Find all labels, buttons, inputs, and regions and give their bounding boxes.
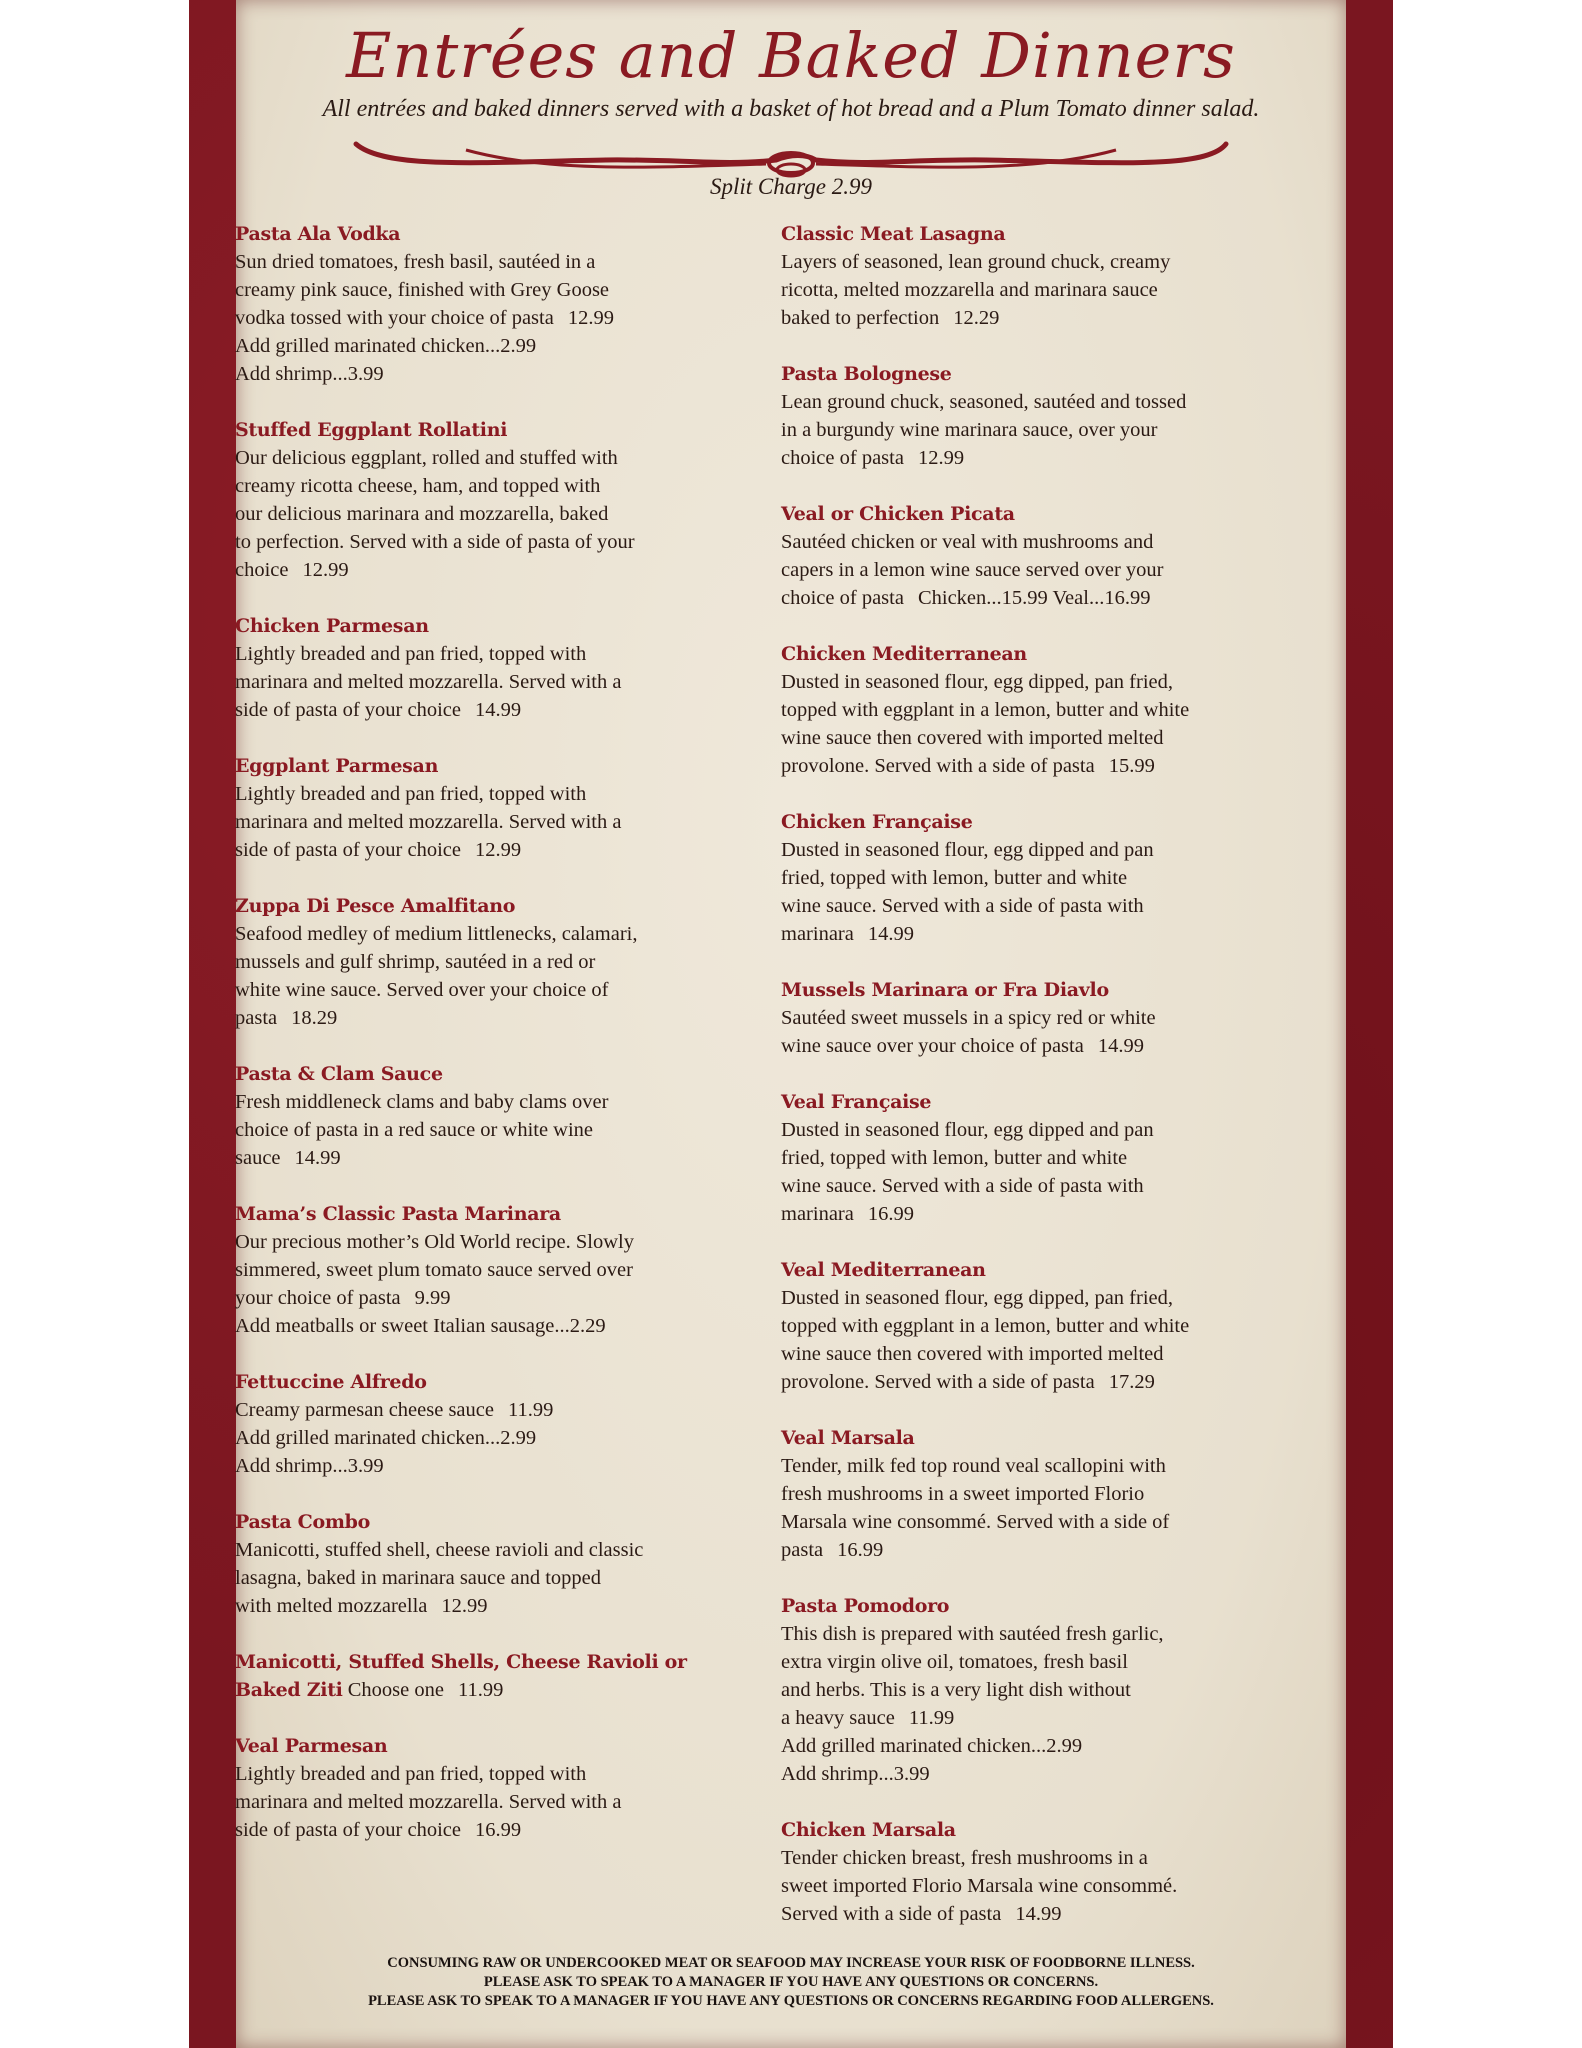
menu-item-addons: Add grilled marinated chicken...2.99 Add shrimp...3.99 [235, 1427, 537, 1477]
menu-item-name: Mama’s Classic Pasta Marinara [235, 1203, 561, 1225]
notice-line-allergens: PLEASE ASK TO SPEAK TO A MANAGER IF YOU HAVE ANY QUESTIONS OR CONCERNS REGARDING FOOD ALLERGENS. [368, 1993, 1214, 2009]
menu-item-name: Chicken Marsala [781, 1819, 956, 1841]
menu-item-price: Chicken...15.99 Veal...16.99 [917, 587, 1151, 609]
menu-item-desc: This dish is prepared with sautéed fresh garlic, extra virgin olive oil, tomatoes, fresh basil and herbs. This is a very light dish without a heavy sauce 11.99 [781, 1623, 1164, 1729]
menu-item-desc: Seafood medley of medium littlenecks, calamari, mussels and gulf shrimp, sautéed in a red or white wine sauce. Served over your choice of pasta 18.29 [235, 923, 638, 1029]
menu-item-desc: Choose one [342, 1679, 444, 1701]
menu-item-name: Pasta Combo [235, 1511, 371, 1533]
menu-item-desc: Lean ground chuck, seasoned, sautéed and tossed in a burgundy wine marinara sauce, over your choice of pasta 12.99 [781, 391, 1187, 469]
menu-item-desc: Our precious mother’s Old World recipe. Slowly simmered, sweet plum tomato sauce served over your choice of pasta 9.99 [235, 1231, 634, 1309]
menu-item-desc: Tender, milk fed top round veal scallopini with fresh mushrooms in a sweet imported Florio Marsala wine consommé. Served with a side of pasta 16.99 [781, 1455, 1170, 1561]
menu-item-price: 14.99 [475, 699, 522, 721]
menu-item-price: 11.99 [908, 1707, 955, 1729]
menu-item-name: Veal Marsala [781, 1427, 915, 1449]
menu-item-price: 16.99 [837, 1539, 884, 1561]
split-charge: Split Charge 2.99 [709, 174, 873, 199]
menu-item-desc: Dusted in seasoned flour, egg dipped and pan fried, topped with lemon, butter and white wine sauce. Served with a side of pasta with marinara 14.99 [781, 839, 1154, 945]
menu-item-name: Veal or Chicken Picata [781, 503, 1015, 525]
menu-item-desc: Lightly breaded and pan fried, topped with marinara and melted mozzarella. Served with a side of pasta of your choice 14.99 [235, 643, 622, 721]
menu-item-price: 9.99 [414, 1287, 451, 1309]
menu-item-name: Eggplant Parmesan [235, 755, 439, 777]
menu-item-name: Classic Meat Lasagna [781, 223, 1006, 245]
menu-column-left [235, 220, 735, 1872]
menu-item-desc: Lightly breaded and pan fried, topped with marinara and melted mozzarella. Served with a side of pasta of your choice 12.99 [235, 783, 622, 861]
menu-item-desc: Lightly breaded and pan fried, topped with marinara and melted mozzarella. Served with a side of pasta of your choice 16.99 [235, 1763, 622, 1841]
page-subtitle: All entrées and baked dinners served with a basket of hot bread and a Plum Tomato dinner salad. [322, 96, 1260, 122]
menu-item-price: 15.99 [1108, 755, 1155, 777]
menu-item [781, 360, 1311, 472]
menu-item-name: Pasta Ala Vodka [235, 223, 401, 245]
menu-item [235, 1648, 735, 1704]
menu-item [235, 220, 735, 388]
menu-item [235, 892, 735, 1032]
menu-item [235, 1060, 735, 1172]
menu-item-price: 18.29 [291, 1007, 338, 1029]
menu-item-price: 12.99 [567, 307, 614, 329]
menu-item-price: 14.99 [294, 1147, 341, 1169]
menu-item [235, 1200, 735, 1340]
menu-item-price: 11.99 [457, 1679, 504, 1701]
menu-item-name: Veal Française [781, 1091, 932, 1113]
menu-item-desc: Manicotti, stuffed shell, cheese ravioli and classic lasagna, baked in marinara sauce and topped with melted mozzarella 12.99 [235, 1539, 644, 1617]
menu-item-desc: Sun dried tomatoes, fresh basil, sautéed in a creamy pink sauce, finished with Grey Goose vodka tossed with your choice of pasta 12.99 [235, 251, 614, 329]
allergy-notice [0, 1954, 1582, 2011]
menu-item [781, 808, 1311, 948]
menu-item-name: Veal Parmesan [235, 1735, 388, 1757]
menu-item-name: Stuffed Eggplant Rollatini [235, 419, 508, 441]
menu-item-price: 12.99 [441, 1595, 488, 1617]
menu-item-block [235, 1648, 735, 1704]
menu-item-name: Zuppa Di Pesce Amalfitano [235, 895, 516, 917]
menu-column-right [781, 220, 1311, 1956]
menu-item [235, 416, 735, 584]
menu-item-desc: Sautéed chicken or veal with mushrooms and capers in a lemon wine sauce served over your choice of pasta Chicken...15.99 Veal...16.99 [781, 531, 1164, 609]
notice-line-manager: PLEASE ASK TO SPEAK TO A MANAGER IF YOU HAVE ANY QUESTIONS OR CONCERNS. [483, 1974, 1099, 1990]
menu-item [235, 1508, 735, 1620]
menu-item-desc: Sautéed sweet mussels in a spicy red or white wine sauce over your choice of pasta 14.99 [781, 1007, 1156, 1057]
menu-item-name: Pasta Pomodoro [781, 1595, 950, 1617]
menu-item-name: Manicotti, Stuffed Shells, Cheese Ravioli or Baked Ziti [235, 1651, 687, 1701]
menu-item-name: Pasta & Clam Sauce [235, 1063, 443, 1085]
menu-item-name: Chicken Française [781, 811, 973, 833]
menu-item-desc: Layers of seasoned, lean ground chuck, creamy ricotta, melted mozzarella and marinara sauce baked to perfection 12.29 [781, 251, 1171, 329]
menu-item-name: Fettuccine Alfredo [235, 1371, 427, 1393]
flourish-divider [346, 130, 1236, 178]
menu-item-addons: Add grilled marinated chicken...2.99 Add shrimp...3.99 [781, 1735, 1083, 1785]
menu-item-desc: Our delicious eggplant, rolled and stuffed with creamy ricotta cheese, ham, and topped with our delicious marinara and mozzarella, baked to perfection. Served with a side of pasta of your choice 12.99 [235, 447, 635, 581]
menu-item [235, 1368, 735, 1480]
menu-item [781, 640, 1311, 780]
menu-item-name: Mussels Marinara or Fra Diavlo [781, 979, 1109, 1001]
notice-line-raw: CONSUMING RAW OR UNDERCOOKED MEAT OR SEAFOOD MAY INCREASE YOUR RISK OF FOODBORNE ILLNESS. [387, 1955, 1195, 1971]
menu-item-name: Veal Mediterranean [781, 1259, 986, 1281]
menu-item [781, 1088, 1311, 1228]
menu-item-price: 14.99 [1015, 1903, 1062, 1925]
menu-item-desc: Creamy parmesan cheese sauce 11.99 [235, 1399, 554, 1421]
menu-item-desc: Dusted in seasoned flour, egg dipped, pan fried, topped with eggplant in a lemon, butter and white wine sauce then covered with imported melted provolone. Served with a side of pasta 17.29 [781, 1287, 1190, 1393]
menu-item-desc: Fresh middleneck clams and baby clams over choice of pasta in a red sauce or white wine sauce 14.99 [235, 1091, 609, 1169]
menu-item-price: 12.99 [475, 839, 522, 861]
menu-item-price: 17.29 [1108, 1371, 1155, 1393]
menu-item-desc: Tender chicken breast, fresh mushrooms in a sweet imported Florio Marsala wine consommé. Served with a side of pasta 14.99 [781, 1847, 1178, 1925]
menu-item [781, 976, 1311, 1060]
menu-item-addons: Add meatballs or sweet Italian sausage...2.29 [235, 1315, 606, 1337]
menu-item-desc: Dusted in seasoned flour, egg dipped and pan fried, topped with lemon, butter and white wine sauce. Served with a side of pasta with marinara 16.99 [781, 1119, 1154, 1225]
menu-item-price: 16.99 [475, 1819, 522, 1841]
menu-item-name: Pasta Bolognese [781, 363, 952, 385]
menu-item [781, 500, 1311, 612]
menu-item-desc: Dusted in seasoned flour, egg dipped, pan fried, topped with eggplant in a lemon, butter and white wine sauce then covered with imported melted provolone. Served with a side of pasta 15.99 [781, 671, 1190, 777]
menu-item-price: 12.99 [917, 447, 965, 469]
menu-item-price: 14.99 [1097, 1035, 1144, 1057]
menu-item [781, 1816, 1311, 1928]
menu-item-price: 12.99 [302, 559, 349, 581]
menu-item [235, 1732, 735, 1844]
menu-item-addons: Add grilled marinated chicken...2.99 Add shrimp...3.99 [235, 335, 537, 385]
menu-item [781, 1256, 1311, 1396]
page-title: Entrées and Baked Dinners [346, 19, 1236, 92]
menu-item [781, 220, 1311, 332]
menu-item-name: Chicken Parmesan [235, 615, 429, 637]
menu-item-price: 14.99 [867, 923, 914, 945]
menu-item-price: 11.99 [507, 1399, 554, 1421]
menu-item [235, 752, 735, 864]
menu-item [235, 612, 735, 724]
menu-item-name: Chicken Mediterranean [781, 643, 1027, 665]
menu-item [781, 1424, 1311, 1564]
menu-item [781, 1592, 1311, 1788]
menu-item-price: 12.29 [953, 307, 1000, 329]
menu-item-price: 16.99 [867, 1203, 914, 1225]
